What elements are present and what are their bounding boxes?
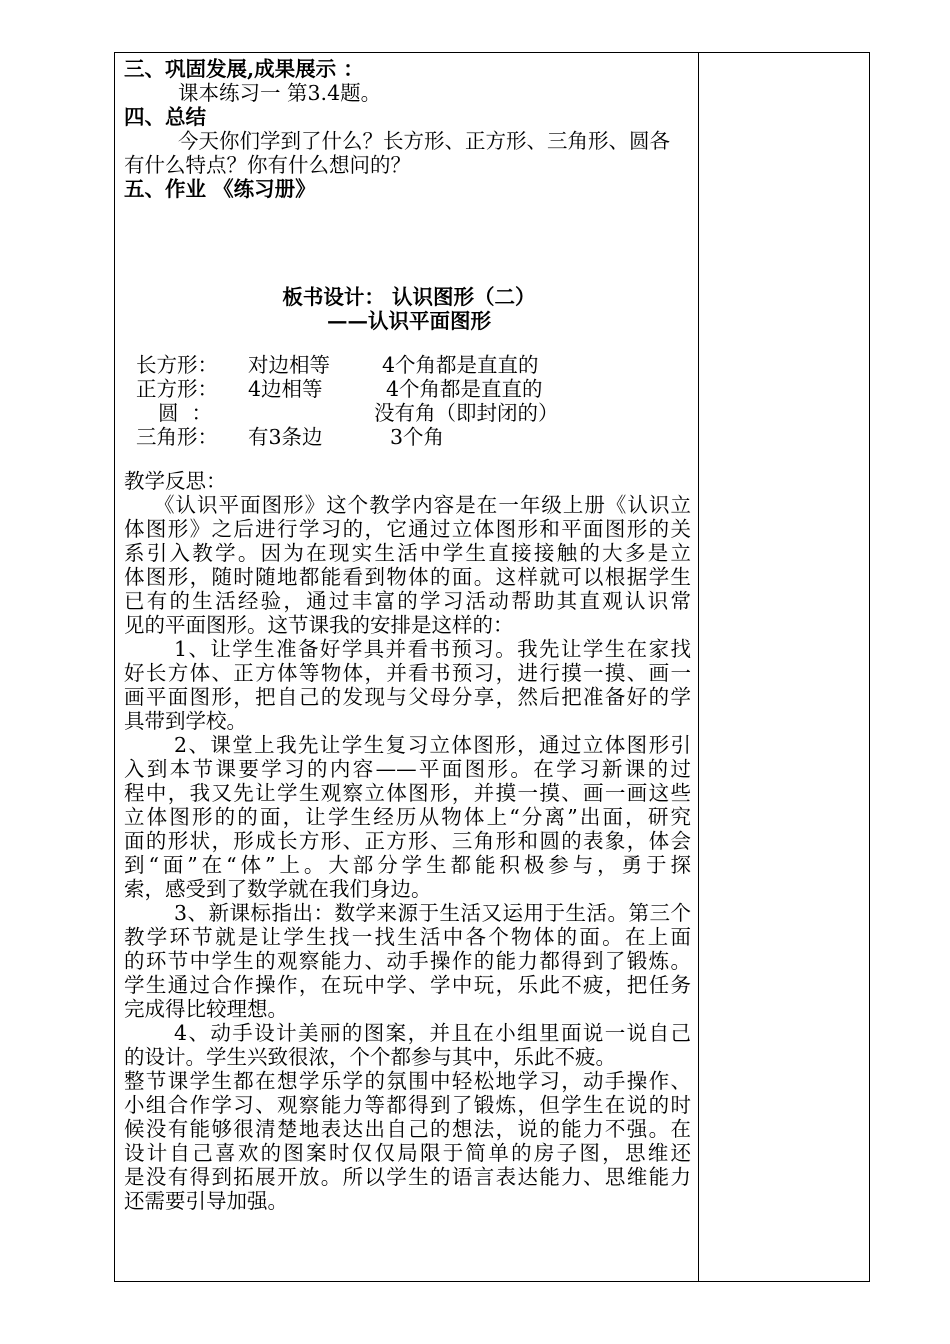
- reflection-line: 面的形状，形成长方形、正方形、三角形和圆的表象，体会: [124, 829, 691, 853]
- reflection-line: 还需要引导加强。: [124, 1189, 288, 1213]
- reflection-line: 到“面”在“体”上。大部分学生都能积极参与，勇于探: [124, 853, 691, 877]
- row-triangle-shape: 三角形：: [136, 425, 218, 449]
- row-rectangle-shape: 长方形：: [136, 353, 218, 377]
- lesson-plan-table: [114, 52, 870, 1282]
- row-square-angles: 4个角都是直直的: [386, 377, 543, 401]
- reflection-line: 是没有得到拓展开放。所以学生的语言表达能力、思维能力: [124, 1165, 691, 1189]
- section3-heading: 三、巩固发展,成果展示 ：: [124, 57, 364, 81]
- reflection-line: 体图形》之后进行学习的，它通过立体图形和平面图形的关: [124, 517, 691, 541]
- reflection-line: 《认识平面图形》这个教学内容是在一年级上册《认识立: [154, 493, 691, 517]
- reflection-line: 好长方体、正方体等物体，并看书预习，进行摸一摸、画一: [124, 661, 691, 685]
- reflection-line: 候没有能够很清楚地表达出自己的想法，说的能力不强。在: [124, 1117, 691, 1141]
- reflection-line: 已有的生活经验，通过丰富的学习活动帮助其直观认识常: [124, 589, 691, 613]
- reflection-line: 2、课堂上我先让学生复习立体图形，通过立体图形引: [174, 733, 691, 757]
- reflection-line: 整节课学生都在想学乐学的氛围中轻松地学习，动手操作、: [124, 1069, 691, 1093]
- reflection-heading: 教学反思：: [124, 469, 227, 493]
- section4-heading: 四、总结: [124, 105, 206, 129]
- reflection-line: 系引入教学。因为在现实生活中学生直接接触的大多是立: [124, 541, 691, 565]
- reflection-line: 入到本节课要学习的内容——平面图形。在学习新课的过: [124, 757, 691, 781]
- reflection-line: 具带到学校。: [124, 709, 247, 733]
- row-rectangle-angles: 4个角都是直直的: [382, 353, 539, 377]
- reflection-line: 程中，我又先让学生观察立体图形，并摸一摸、画一画这些: [124, 781, 691, 805]
- row-square-shape: 正方形：: [136, 377, 218, 401]
- row-square-edges: 4边相等: [248, 377, 323, 401]
- section4-body-line1: 今天你们学到了什么？长方形、正方形、三角形、圆各: [178, 129, 670, 153]
- section4-body-line2: 有什么特点？你有什么想问的？: [124, 153, 411, 177]
- row-triangle-edges: 有3条边: [248, 425, 323, 449]
- row-circle-shape: 圆 ：: [158, 401, 213, 425]
- row-triangle-angles: 3个角: [390, 425, 445, 449]
- board-design-subtitle: ——认识平面图形: [327, 309, 491, 333]
- reflection-line: 的环节中学生的观察能力、动手操作的能力都得到了锻炼。: [124, 949, 691, 973]
- reflection-line: 体图形，随时随地都能看到物体的面。这样就可以根据学生: [124, 565, 691, 589]
- reflection-line: 教学环节就是让学生找一找生活中各个物体的面。在上面: [124, 925, 691, 949]
- reflection-line: 4、动手设计美丽的图案，并且在小组里面说一说自己: [174, 1021, 691, 1045]
- column-divider: [698, 53, 699, 1281]
- section5-heading: 五、作业 《练习册》: [124, 177, 316, 201]
- reflection-line: 见的平面图形。这节课我的安排是这样的：: [124, 613, 514, 637]
- reflection-line: 设计自己喜欢的图案时仅仅局限于简单的房子图，思维还: [124, 1141, 691, 1165]
- board-design-title: 板书设计： 认识图形（二）: [282, 285, 536, 309]
- reflection-line: 立体图形的的面，让学生经历从物体上“分离”出面，研究: [124, 805, 691, 829]
- row-circle-angles: 没有角（即封闭的）: [374, 401, 559, 425]
- section3-body: 课本练习一 第3.4题。: [178, 81, 382, 105]
- row-rectangle-edges: 对边相等: [248, 353, 330, 377]
- reflection-line: 画平面图形，把自己的发现与父母分享，然后把准备好的学: [124, 685, 691, 709]
- reflection-line: 索，感受到了数学就在我们身边。: [124, 877, 432, 901]
- reflection-line: 完成得比较理想。: [124, 997, 288, 1021]
- reflection-line: 的设计。学生兴致很浓，个个都参与其中，乐此不疲。: [124, 1045, 616, 1069]
- reflection-line: 学生通过合作操作，在玩中学、学中玩，乐此不疲，把任务: [124, 973, 691, 997]
- reflection-line: 小组合作学习、观察能力等都得到了锻炼，但学生在说的时: [124, 1093, 691, 1117]
- reflection-line: 1、让学生准备好学具并看书预习。我先让学生在家找: [174, 637, 691, 661]
- reflection-line: 3、新课标指出：数学来源于生活又运用于生活。第三个: [174, 901, 691, 925]
